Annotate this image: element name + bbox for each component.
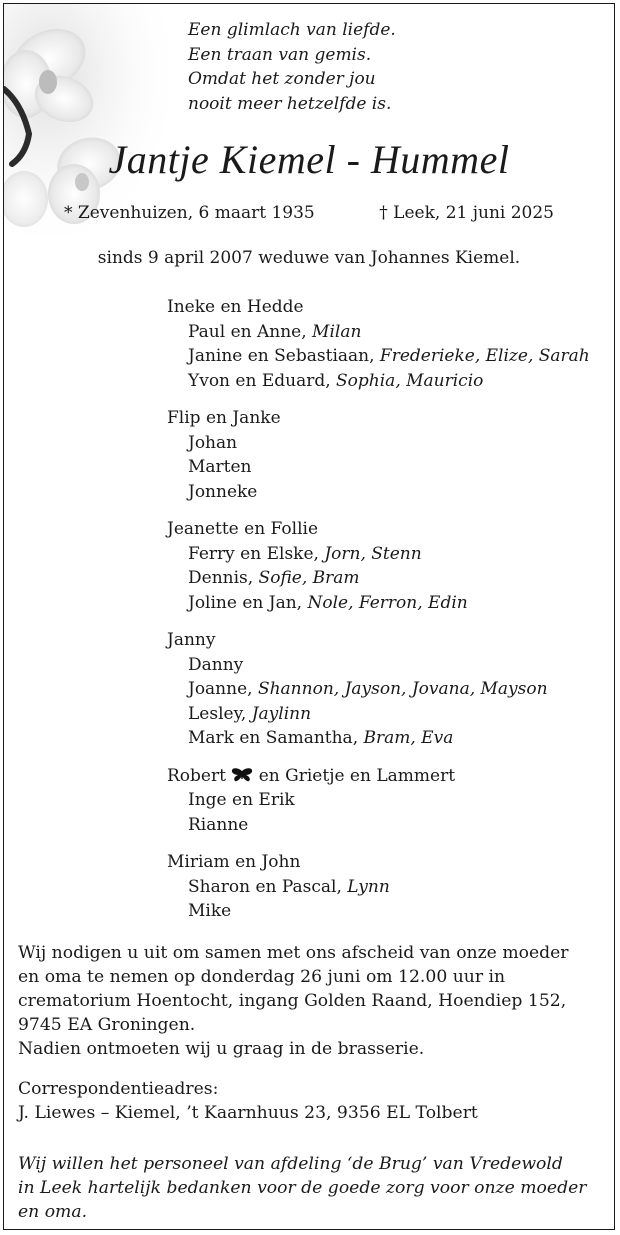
member-name: Joanne,: [188, 679, 253, 699]
correspondence-line: J. Liewes – Kiemel, ’t Kaarnhuus 23, 9356 EL Tolbert: [18, 1103, 478, 1123]
family-member: [167, 653, 590, 678]
poem-line: nooit meer hetzelfde is.: [188, 93, 392, 114]
family-head: [167, 764, 590, 789]
member-kids: Sofie, Bram: [253, 568, 360, 588]
family-head-suffix: en Grietje en Lammert: [253, 765, 456, 786]
member-name: Joline en Jan,: [188, 592, 303, 613]
family-member: [167, 726, 590, 751]
family-member: [167, 369, 590, 394]
family-head: Ineke en Hedde: [167, 297, 304, 317]
family-member: [167, 542, 590, 567]
family-head: Miriam en John: [167, 852, 301, 872]
poem: [188, 18, 396, 116]
member-kids: Nole, Ferron, Edin: [302, 592, 468, 613]
member-kids: Sophia, Mauricio: [330, 370, 484, 391]
family-member: [167, 677, 590, 702]
invitation-line: en oma te nemen op donderdag 26 juni om 12.00 uur in: [18, 967, 506, 987]
thanks-note: [18, 1152, 586, 1224]
family-member: [167, 320, 590, 345]
member-name: Rianne: [188, 814, 249, 835]
member-kids: Milan: [306, 321, 362, 342]
member-name: Danny: [188, 654, 244, 675]
member-name: Lesley,: [188, 703, 247, 724]
member-name: Jonneke: [188, 481, 258, 502]
family-member: [167, 788, 590, 813]
member-name: Sharon en Pascal,: [188, 876, 342, 897]
death-date: † Leek, 21 juni 2025: [379, 203, 554, 223]
member-kids: Frederieke, Elize, Sarah: [374, 346, 590, 366]
member-name: Mark en Samantha,: [188, 728, 359, 748]
poem-line: Omdat het zonder jou: [188, 69, 376, 89]
thanks-line: in Leek hartelijk bedanken voor de goede zorg voor onze moeder: [18, 1178, 587, 1198]
thanks-line: Wij willen het personeel van afdeling ‘de Brug’ van Vredewold: [18, 1154, 563, 1174]
widow-line: sinds 9 april 2007 weduwe van Johannes Kiemel.: [97, 248, 521, 268]
member-kids: Shannon, Jayson, Jovana, Mayson: [252, 679, 548, 699]
member-name: Dennis,: [188, 568, 254, 588]
family-member: [167, 480, 590, 505]
family-head: Janny: [167, 630, 216, 650]
butterfly-icon: [231, 768, 253, 782]
member-name: Yvon en Eduard,: [188, 370, 331, 391]
poem-line: Een glimlach van liefde.: [188, 20, 396, 40]
obituary-card: [3, 3, 615, 1230]
correspondence-address: [18, 1077, 478, 1125]
family-group: [167, 517, 590, 615]
correspondence-label: Correspondentieadres:: [18, 1079, 219, 1099]
member-kids: Lynn: [341, 876, 390, 897]
family-member: [167, 702, 590, 727]
invitation-line: Wij nodigen u uit om samen met ons afscheid van onze moeder: [18, 943, 569, 963]
poem-line: Een traan van gemis.: [188, 44, 372, 65]
family-member: [167, 875, 590, 900]
thanks-line: en oma.: [18, 1202, 88, 1222]
family-head: Flip en Janke: [167, 408, 281, 428]
member-name: Ferry en Elske,: [188, 543, 319, 564]
invitation: [18, 941, 608, 1061]
family-member: [167, 899, 590, 924]
member-name: Inge en Erik: [188, 790, 295, 810]
family-group: [167, 764, 590, 838]
family-group: [167, 406, 590, 504]
member-name: Johan: [188, 432, 238, 453]
family-member: [167, 566, 590, 591]
member-name: Paul en Anne,: [188, 321, 307, 342]
family-member: [167, 813, 590, 838]
family-group: [167, 628, 590, 751]
member-kids: Jorn, Stenn: [318, 543, 422, 564]
invitation-line: Nadien ontmoeten wij u graag in de brasserie.: [18, 1039, 425, 1059]
family-group: [167, 295, 590, 393]
birth-date: * Zevenhuizen, 6 maart 1935: [64, 203, 315, 223]
family-head-name: Robert: [167, 765, 226, 786]
member-name: Marten: [188, 457, 252, 477]
family-head: Jeanette en Follie: [167, 519, 319, 539]
family-member: [167, 591, 590, 616]
invitation-line: 9745 EA Groningen.: [18, 1015, 196, 1035]
member-name: Mike: [188, 901, 232, 921]
family-member: [167, 455, 590, 480]
member-kids: Bram, Eva: [358, 728, 454, 748]
family-member: [167, 431, 590, 456]
member-kids: Jaylinn: [246, 703, 312, 724]
family-group: [167, 850, 590, 924]
family-member: [167, 344, 590, 369]
invitation-line: crematorium Hoentocht, ingang Golden Raand, Hoendiep 152,: [18, 991, 567, 1011]
deceased-name: Jantje Kiemel - Hummel: [108, 137, 510, 182]
family-list: [167, 295, 590, 937]
member-name: Janine en Sebastiaan,: [188, 346, 375, 366]
